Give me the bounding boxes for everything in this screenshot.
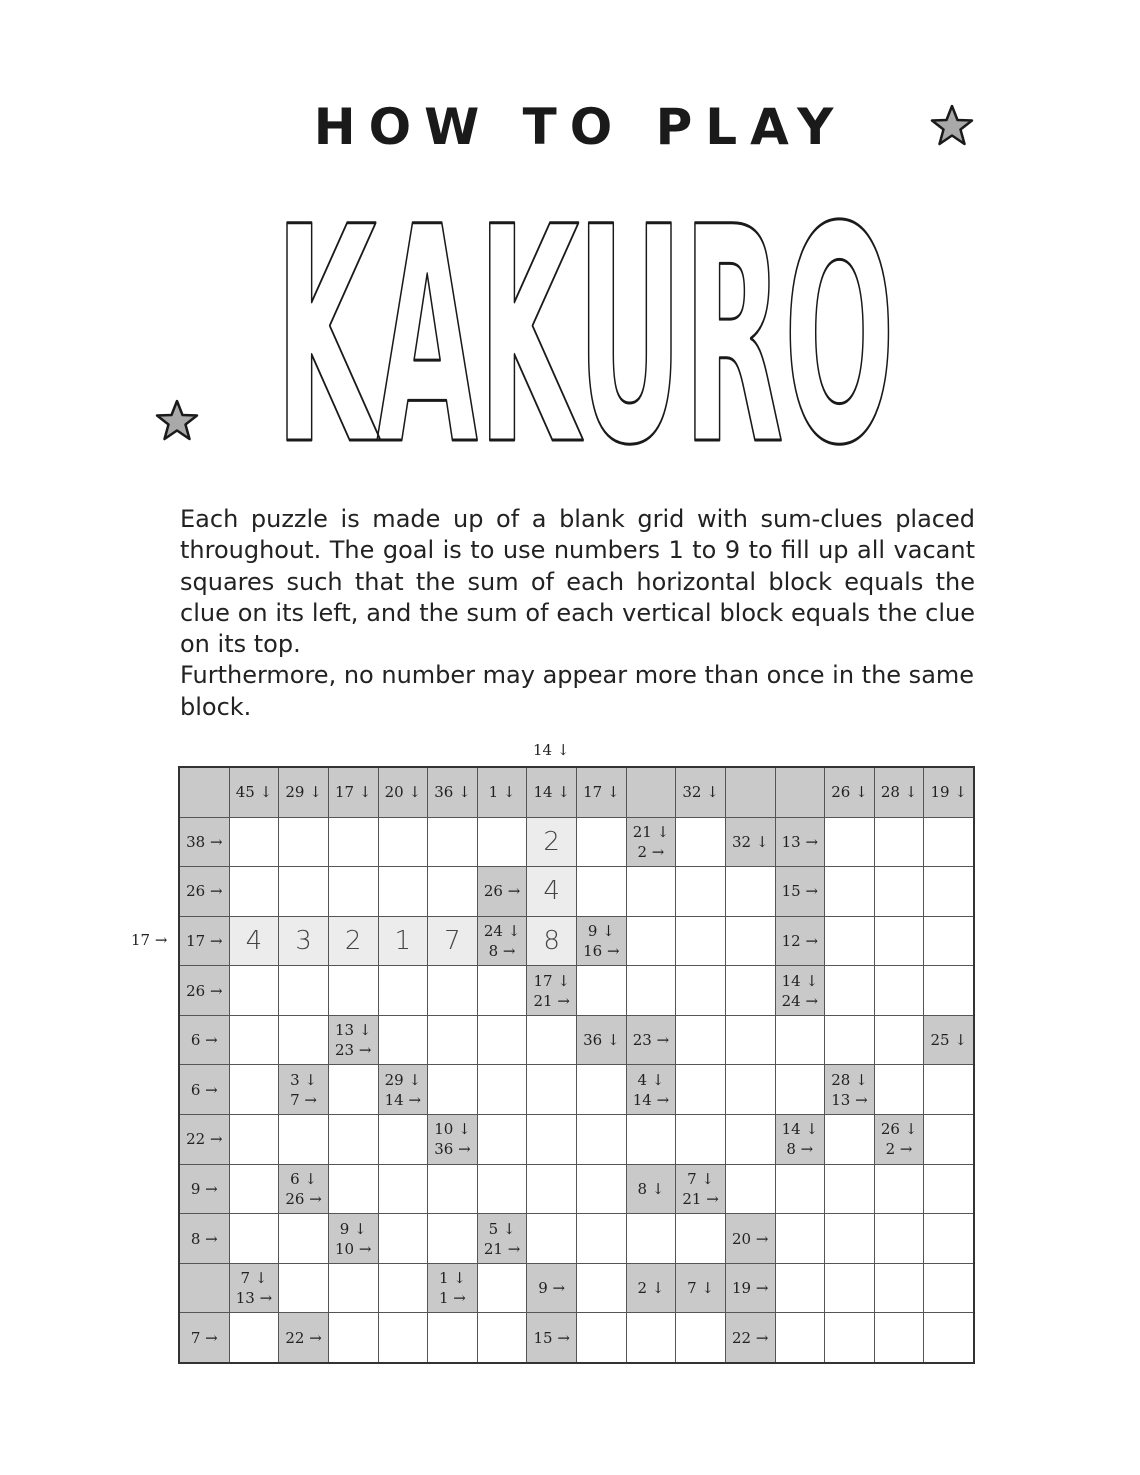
clue-label: 45 ↓ [235,783,273,802]
clue-label: 19 → [731,1279,769,1298]
empty-cell[interactable] [329,818,378,867]
blocked-cell [180,1264,229,1313]
empty-cell[interactable] [676,966,725,1015]
clue-label: 1 ↓ [438,1269,466,1288]
empty-cell[interactable] [230,1065,279,1114]
filled-cell[interactable] [527,818,576,867]
clue-cell [428,768,477,817]
empty-cell[interactable] [676,818,725,867]
empty-cell[interactable] [379,1313,428,1362]
clue-label: 8 ↓ [637,1179,665,1198]
clue-label: 26 ↓ [880,1120,918,1139]
empty-cell[interactable] [676,1115,725,1164]
empty-cell[interactable] [924,1115,973,1164]
empty-cell[interactable] [676,917,725,966]
cell-digit: 3 [295,926,312,957]
empty-cell[interactable] [627,1214,676,1263]
clue-cell [627,1065,676,1114]
clue-label: 10 ↓ [434,1120,471,1139]
clue-label: 9 → [538,1279,566,1298]
clue-cell [180,1115,229,1164]
empty-cell[interactable] [776,1264,825,1313]
clue-cell [180,867,229,916]
empty-cell[interactable] [825,1313,874,1362]
empty-cell[interactable] [379,1165,428,1214]
empty-cell[interactable] [776,1065,825,1114]
cell-digit: 8 [543,926,560,957]
clue-label: 9 ↓ [587,922,615,941]
clue-label: 16 → [583,942,620,961]
clue-cell [577,768,626,817]
clue-label: 12 → [781,932,819,951]
empty-cell[interactable] [428,1016,477,1065]
empty-cell[interactable] [478,1264,527,1313]
clue-label: 28 ↓ [831,1070,868,1089]
empty-cell[interactable] [478,1165,527,1214]
empty-cell[interactable] [230,1214,279,1263]
empty-cell[interactable] [527,1165,576,1214]
empty-cell[interactable] [577,1313,626,1362]
clue-cell [825,1065,874,1114]
clue-label: 8 → [190,1229,218,1248]
filled-cell[interactable] [527,867,576,916]
empty-cell[interactable] [776,1016,825,1065]
clue-label: 38 → [186,832,223,851]
cell-digit: 4 [245,926,263,957]
clue-cell [329,1214,378,1263]
clue-cell [527,768,576,817]
clue-cell [180,1016,229,1065]
example-horizontal-clue: 17 → [131,931,168,949]
clue-cell [726,1214,775,1263]
empty-cell[interactable] [627,966,676,1015]
clue-label: 15 → [533,1328,570,1347]
cell-digit: 2 [543,826,560,857]
empty-cell[interactable] [577,818,626,867]
empty-cell[interactable] [875,1165,924,1214]
clue-label: 14 ↓ [781,1120,819,1139]
clue-label: 6 ↓ [290,1169,317,1188]
clue-cell [180,818,229,867]
clue-label: 2 ↓ [637,1279,665,1298]
clue-cell [676,1264,725,1313]
clue-label: 36 → [434,1140,471,1159]
empty-cell[interactable] [329,1264,378,1313]
filled-cell[interactable] [527,917,576,966]
empty-cell[interactable] [428,1313,477,1362]
clue-cell [428,1264,477,1313]
clue-label: 4 ↓ [637,1070,665,1089]
empty-cell[interactable] [825,1016,874,1065]
empty-cell[interactable] [478,1115,527,1164]
clue-label: 29 ↓ [285,783,322,802]
clue-cell [726,818,775,867]
clue-label: 14 ↓ [781,971,819,990]
clue-label: 26 → [285,1189,322,1208]
empty-cell[interactable] [776,1165,825,1214]
clue-label: 6 → [190,1080,218,1099]
empty-cell[interactable] [776,1214,825,1263]
empty-cell[interactable] [329,1313,378,1362]
empty-cell[interactable] [924,867,973,916]
empty-cell[interactable] [329,1065,378,1114]
empty-cell[interactable] [428,1214,477,1263]
clue-label: 20 → [731,1229,769,1248]
clue-label: 10 → [334,1239,372,1258]
empty-cell[interactable] [875,1214,924,1263]
empty-cell[interactable] [577,1214,626,1263]
empty-cell[interactable] [428,867,477,916]
example-vertical-clue: 14 ↓ [533,741,570,759]
clue-label: 7 ↓ [687,1279,714,1298]
clue-cell [379,768,428,817]
empty-cell[interactable] [726,917,775,966]
clue-cell [924,768,973,817]
blocked-cell [776,768,825,817]
clue-cell [230,1264,279,1313]
clue-label: 2 → [885,1140,913,1159]
rules-text [180,504,975,723]
empty-cell[interactable] [924,1214,973,1263]
clue-cell [180,1065,229,1114]
clue-cell [627,818,676,867]
empty-cell[interactable] [825,1264,874,1313]
empty-cell[interactable] [230,818,279,867]
clue-label: 7 → [190,1328,218,1347]
empty-cell[interactable] [924,1313,973,1362]
empty-cell[interactable] [279,818,328,867]
clue-cell [627,1165,676,1214]
empty-cell[interactable] [825,1115,874,1164]
empty-cell[interactable] [726,1065,775,1114]
clue-cell [180,966,229,1015]
clue-cell [776,818,825,867]
filled-cell[interactable] [428,917,477,966]
empty-cell[interactable] [230,966,279,1015]
empty-cell[interactable] [627,1115,676,1164]
how-to-play-heading: HOW TO PLAY [313,98,847,156]
clue-cell [478,768,527,817]
empty-cell[interactable] [428,1065,477,1114]
empty-cell[interactable] [726,1165,775,1214]
clue-label: 21 ↓ [632,822,670,841]
empty-cell[interactable] [428,1165,477,1214]
empty-cell[interactable] [230,1313,279,1362]
clue-label: 20 ↓ [384,783,422,802]
cell-digit: 4 [543,876,560,907]
clue-label: 26 → [186,981,223,1000]
clue-label: 21 → [533,991,570,1010]
empty-cell[interactable] [627,867,676,916]
empty-cell[interactable] [726,1016,775,1065]
empty-cell[interactable] [825,1165,874,1214]
clue-cell [627,1016,676,1065]
empty-cell[interactable] [875,1065,924,1114]
clue-cell [478,917,527,966]
filled-cell[interactable] [329,917,378,966]
empty-cell[interactable] [875,1313,924,1362]
clue-label: 6 → [190,1031,218,1050]
empty-cell[interactable] [230,1016,279,1065]
clue-cell [478,867,527,916]
clue-cell [577,1016,626,1065]
empty-cell[interactable] [577,1165,626,1214]
empty-cell[interactable] [230,867,279,916]
empty-cell[interactable] [924,1165,973,1214]
empty-cell[interactable] [577,1065,626,1114]
clue-label: 9 → [190,1179,218,1198]
filled-cell[interactable] [379,917,428,966]
clue-label: 23 → [632,1031,670,1050]
rules-paragraph: Furthermore, no number may appear more than once in the same block. [180,661,975,721]
clue-cell [180,1165,229,1214]
empty-cell[interactable] [676,1313,725,1362]
clue-cell [180,917,229,966]
empty-cell[interactable] [527,1065,576,1114]
clue-label: 2 → [637,842,665,861]
clue-cell [676,1165,725,1214]
empty-cell[interactable] [577,1115,626,1164]
kakuro-title: KAKURO [275,164,895,470]
clue-label: 19 ↓ [930,783,967,802]
empty-cell[interactable] [676,1016,725,1065]
clue-cell [825,768,874,817]
rules-paragraph: Each puzzle is made up of a blank grid with sum-clues placed throughout. The goal is to use numbers 1 to 9 to fill up all vacant squares such that the sum of each horizontal block equals the clue on its left, and the sum of each vertical block equals the clue on its top. [180,505,975,659]
empty-cell[interactable] [478,966,527,1015]
clue-label: 7 ↓ [240,1269,268,1288]
empty-cell[interactable] [279,867,328,916]
clue-cell [478,1214,527,1263]
empty-cell[interactable] [577,966,626,1015]
clue-label: 32 ↓ [731,832,769,851]
clue-label: 13 → [831,1090,868,1109]
clue-cell [726,1264,775,1313]
clue-cell [230,768,279,817]
clue-label: 14 → [384,1090,422,1109]
clue-label: 21 → [483,1239,521,1258]
clue-cell [527,966,576,1015]
empty-cell[interactable] [379,1115,428,1164]
clue-cell [726,1313,775,1362]
empty-cell[interactable] [527,1016,576,1065]
cell-digit: 2 [344,926,362,957]
empty-cell[interactable] [924,818,973,867]
empty-cell[interactable] [875,818,924,867]
clue-label: 3 ↓ [290,1070,317,1089]
clue-label: 17 → [186,932,223,951]
clue-cell [875,768,924,817]
clue-label: 25 ↓ [930,1031,967,1050]
clue-label: 17 ↓ [334,783,372,802]
clue-label: 9 ↓ [339,1219,367,1238]
empty-cell[interactable] [527,1214,576,1263]
clue-label: 29 ↓ [384,1070,422,1089]
clue-cell [776,917,825,966]
clue-cell [577,917,626,966]
empty-cell[interactable] [379,1016,428,1065]
clue-cell [428,1115,477,1164]
clue-cell [676,768,725,817]
blocked-cell [726,768,775,817]
clue-cell [279,1065,328,1114]
clue-label: 15 → [781,882,819,901]
empty-cell[interactable] [478,1065,527,1114]
empty-cell[interactable] [577,1264,626,1313]
clue-cell [329,768,378,817]
clue-label: 32 ↓ [682,783,719,802]
empty-cell[interactable] [379,1214,428,1263]
clue-label: 36 ↓ [434,783,471,802]
clue-label: 5 ↓ [488,1219,516,1238]
empty-cell[interactable] [875,917,924,966]
clue-label: 13 → [235,1289,273,1308]
empty-cell[interactable] [279,1016,328,1065]
empty-cell[interactable] [329,1115,378,1164]
clue-label: 7 → [290,1090,317,1109]
empty-cell[interactable] [676,1065,725,1114]
empty-cell[interactable] [924,966,973,1015]
empty-cell[interactable] [676,1214,725,1263]
empty-cell[interactable] [279,1115,328,1164]
cell-digit: 7 [444,926,461,957]
clue-label: 22 → [186,1130,223,1149]
empty-cell[interactable] [924,1264,973,1313]
empty-cell[interactable] [230,1165,279,1214]
empty-cell[interactable] [924,1065,973,1114]
empty-cell[interactable] [776,1313,825,1362]
empty-cell[interactable] [478,1313,527,1362]
clue-label: 24 → [781,991,819,1010]
empty-cell[interactable] [627,1313,676,1362]
empty-cell[interactable] [825,917,874,966]
blocked-cell [627,768,676,817]
clue-cell [279,1165,328,1214]
filled-cell[interactable] [279,917,328,966]
clue-label: 8 → [786,1140,814,1159]
empty-cell[interactable] [726,1115,775,1164]
empty-cell[interactable] [379,1264,428,1313]
clue-cell [924,1016,973,1065]
empty-cell[interactable] [478,1016,527,1065]
clue-cell [627,1264,676,1313]
empty-cell[interactable] [825,818,874,867]
clue-label: 14 → [632,1090,670,1109]
empty-cell[interactable] [279,1264,328,1313]
empty-cell[interactable] [577,867,626,916]
clue-cell [279,1313,328,1362]
empty-cell[interactable] [279,1214,328,1263]
clue-label: 7 ↓ [687,1169,714,1188]
empty-cell[interactable] [875,966,924,1015]
empty-cell[interactable] [627,917,676,966]
clue-label: 26 ↓ [831,783,868,802]
empty-cell[interactable] [478,818,527,867]
clue-cell [180,1313,229,1362]
filled-cell[interactable] [230,917,279,966]
cell-digit: 1 [394,926,412,957]
empty-cell[interactable] [875,1016,924,1065]
empty-cell[interactable] [379,966,428,1015]
clue-cell [379,1065,428,1114]
clue-label: 17 ↓ [583,783,620,802]
clue-cell [776,1115,825,1164]
empty-cell[interactable] [527,1115,576,1164]
clue-cell [875,1115,924,1164]
clue-label: 21 → [682,1189,719,1208]
clue-label: 28 ↓ [880,783,918,802]
empty-cell[interactable] [329,966,378,1015]
clue-cell [776,966,825,1015]
empty-cell[interactable] [379,818,428,867]
clue-cell [180,1214,229,1263]
empty-cell[interactable] [230,1115,279,1164]
clue-label: 13 → [781,832,819,851]
empty-cell[interactable] [825,966,874,1015]
empty-cell[interactable] [825,867,874,916]
clue-label: 26 → [186,882,223,901]
empty-cell[interactable] [875,867,924,916]
clue-cell [776,867,825,916]
empty-cell[interactable] [726,966,775,1015]
clue-cell [527,1313,576,1362]
clue-label: 14 ↓ [533,783,570,802]
kakuro-grid [178,766,975,1364]
clue-label: 24 ↓ [483,922,521,941]
clue-label: 22 → [285,1328,322,1347]
clue-label: 17 ↓ [533,971,570,990]
clue-label: 1 ↓ [488,783,516,802]
empty-cell[interactable] [676,867,725,916]
clue-cell [329,1016,378,1065]
clue-cell [527,1264,576,1313]
empty-cell[interactable] [329,1165,378,1214]
clue-label: 26 → [483,882,521,901]
empty-cell[interactable] [428,818,477,867]
empty-cell[interactable] [279,966,328,1015]
clue-label: 23 → [334,1041,372,1060]
clue-label: 22 → [731,1328,769,1347]
empty-cell[interactable] [428,966,477,1015]
clue-label: 36 ↓ [583,1031,620,1050]
empty-cell[interactable] [924,917,973,966]
blocked-cell [180,768,229,817]
clue-label: 1 → [438,1289,466,1308]
clue-cell [279,768,328,817]
empty-cell[interactable] [379,867,428,916]
empty-cell[interactable] [825,1214,874,1263]
empty-cell[interactable] [875,1264,924,1313]
clue-label: 8 → [488,942,516,961]
empty-cell[interactable] [726,867,775,916]
empty-cell[interactable] [329,867,378,916]
clue-label: 13 ↓ [334,1021,372,1040]
